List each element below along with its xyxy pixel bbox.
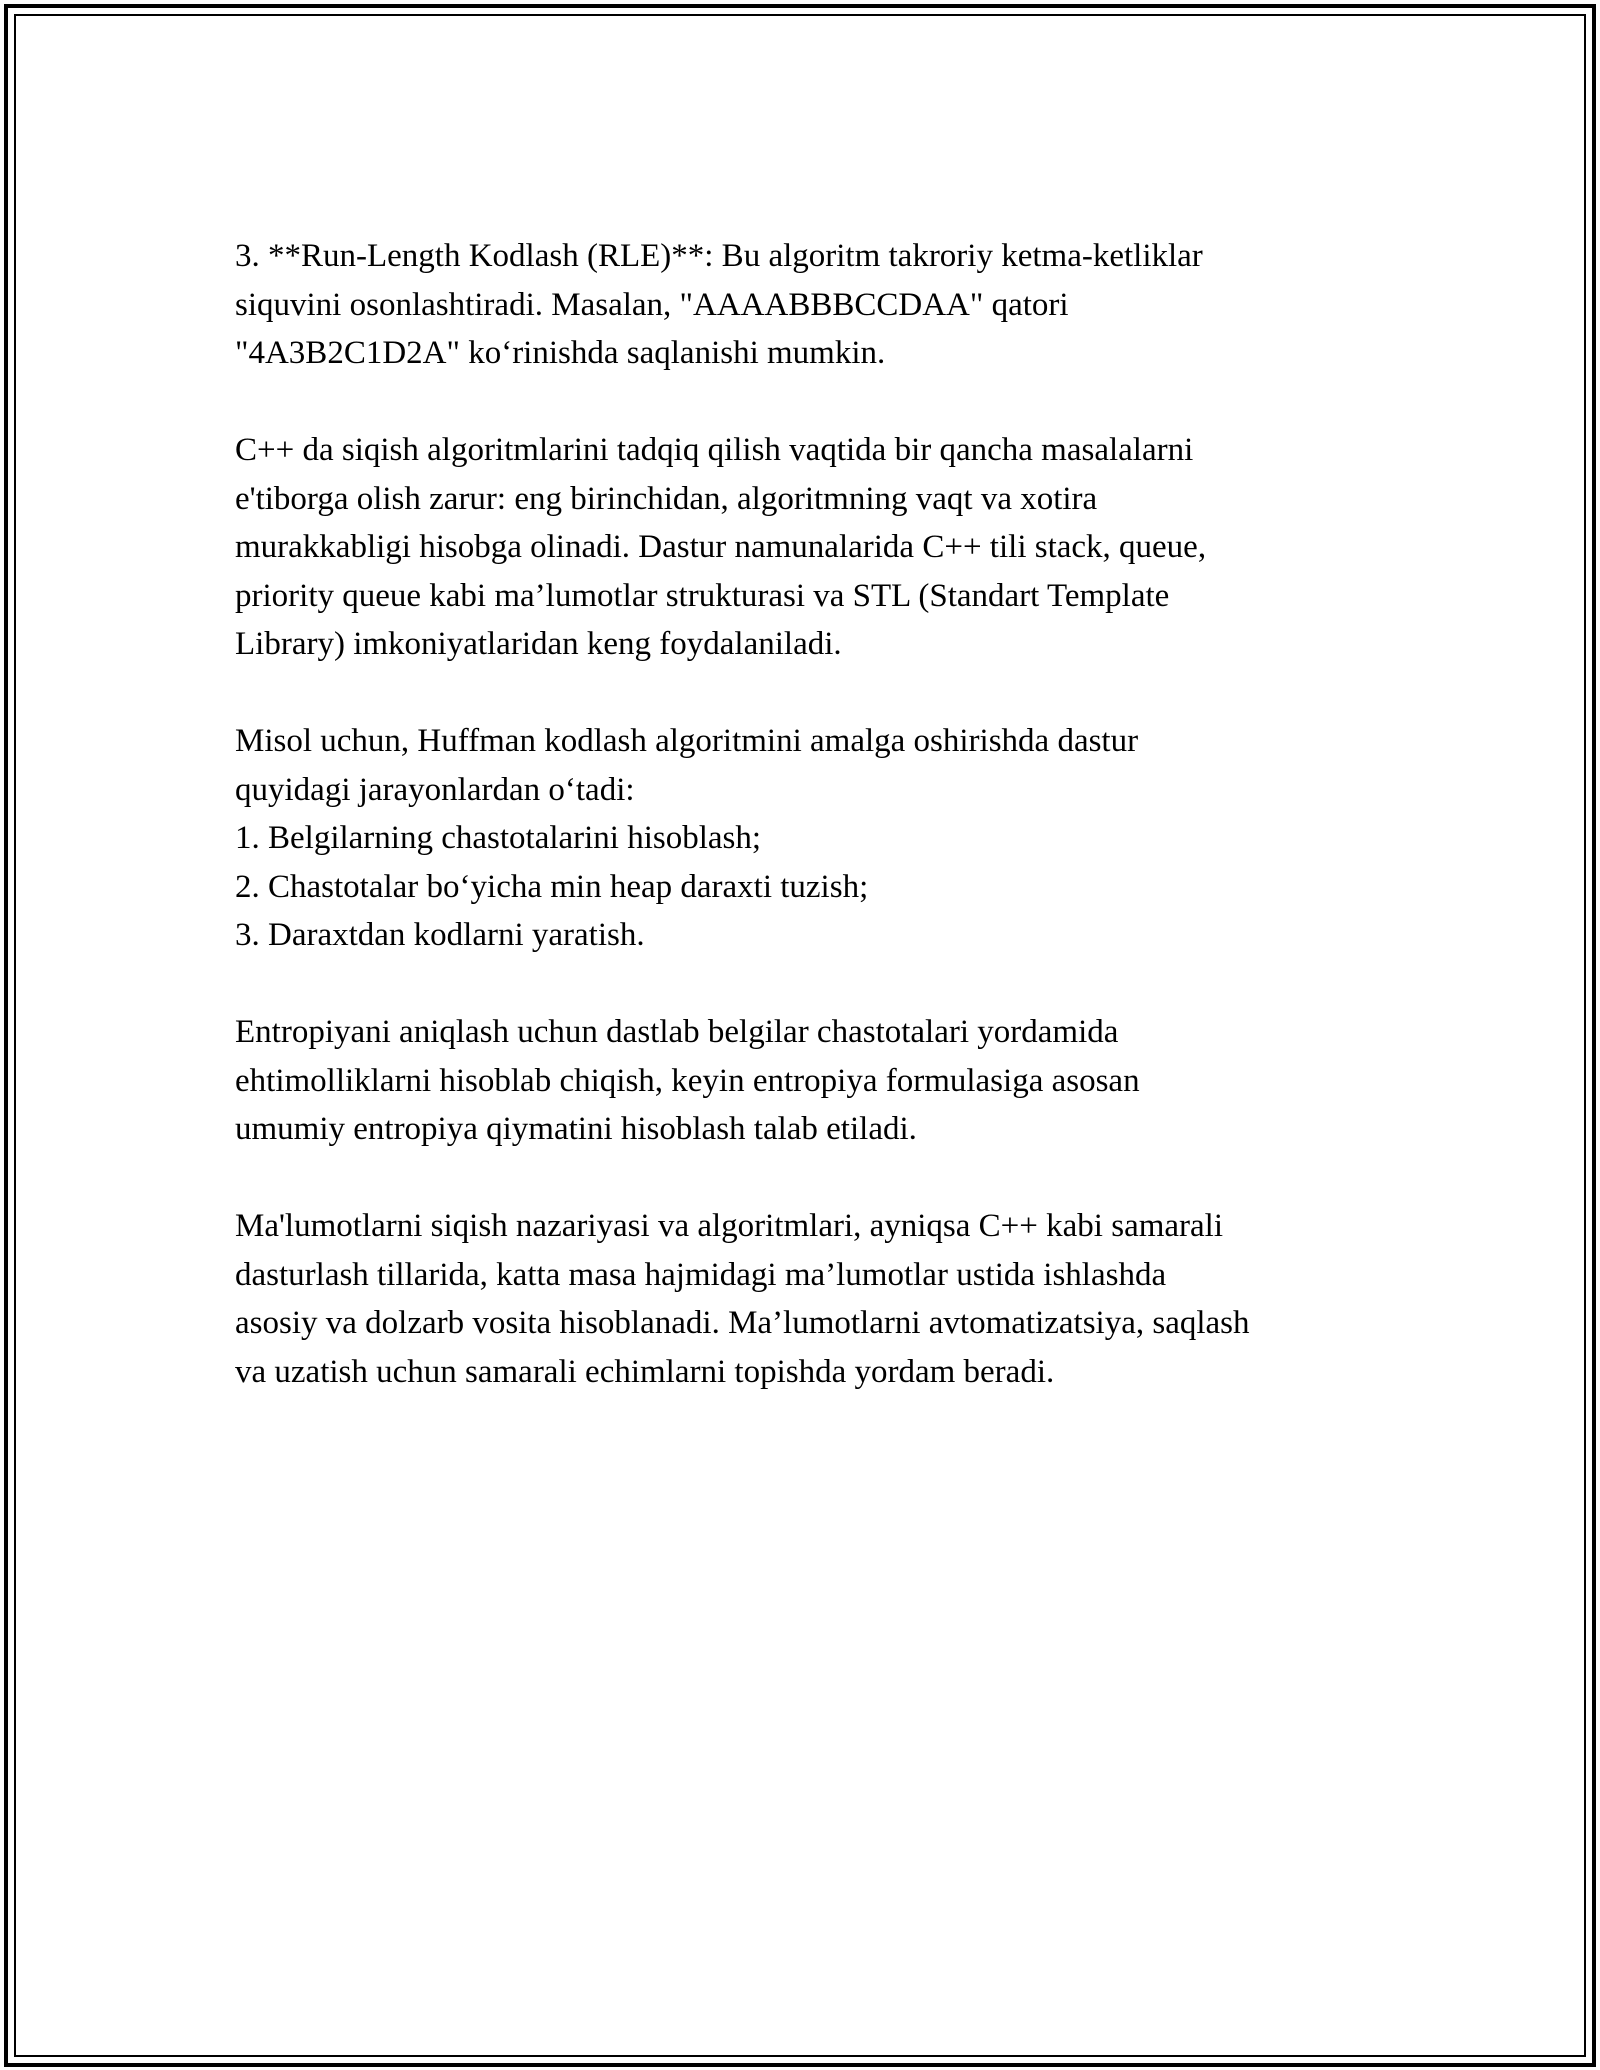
paragraph-rle — [235, 232, 1385, 378]
list-item: 3. Daraxtdan kodlarni yaratish. — [235, 917, 645, 953]
paragraph-huffman-steps — [235, 717, 1385, 960]
text-line: siquvini osonlashtiradi. Masalan, "AAAABBBCCDAA" qatori — [235, 286, 1069, 323]
text-line: Entropiyani aniqlash uchun dastlab belgilar chastotalari yordamida — [235, 1014, 1119, 1050]
paragraph-entropy — [235, 1008, 1385, 1154]
text-line: Ma'lumotlarni siqish nazariyasi va algoritmlari, ayniqsa C++ kabi samarali — [235, 1208, 1224, 1244]
text-line: "4A3B2C1D2A" ko‘rinishda saqlanishi mumkin. — [235, 335, 886, 371]
text-line: 3. **Run-Length Kodlash (RLE)**: Bu algoritm takroriy ketma-ketliklar — [235, 238, 1203, 274]
text-line: umumiy entropiya qiymatini hisoblash talab etiladi. — [235, 1111, 917, 1147]
text-line: Misol uchun, Huffman kodlash algoritmini amalga oshirishda dastur — [235, 723, 1139, 759]
text-line: ehtimolliklarni hisoblab chiqish, keyin entropiya formulasiga asosan — [235, 1062, 1140, 1099]
document-body — [235, 232, 1385, 1445]
paragraph-cpp-algorithms — [235, 426, 1385, 669]
paragraph-conclusion — [235, 1202, 1385, 1396]
list-item: 2. Chastotalar bo‘yicha min heap daraxti tuzish; — [235, 868, 869, 905]
text-line: Library) imkoniyatlaridan keng foydalaniladi. — [235, 626, 842, 662]
text-line: dasturlash tillarida, katta masa hajmidagi ma’lumotlar ustida ishlashda — [235, 1256, 1167, 1293]
text-line: C++ da siqish algoritmlarini tadqiq qilish vaqtida bir qancha masalalarni — [235, 432, 1194, 468]
text-line: priority queue kabi ma’lumotlar strukturasi va STL (Standart Template — [235, 577, 1170, 614]
text-line: e'tiborga olish zarur: eng birinchidan, algoritmning vaqt va xotira — [235, 480, 1098, 517]
list-item: 1. Belgilarning chastotalarini hisoblash; — [235, 820, 762, 856]
text-line: quyidagi jarayonlardan o‘tadi: — [235, 771, 635, 808]
text-line: murakkabligi hisobga olinadi. Dastur namunalarida C++ tili stack, queue, — [235, 529, 1207, 565]
text-line: asosiy va dolzarb vosita hisoblanadi. Ma’lumotlarni avtomatizatsiya, saqlash — [235, 1305, 1250, 1341]
text-line: va uzatish uchun samarali echimlarni topishda yordam beradi. — [235, 1353, 1055, 1390]
